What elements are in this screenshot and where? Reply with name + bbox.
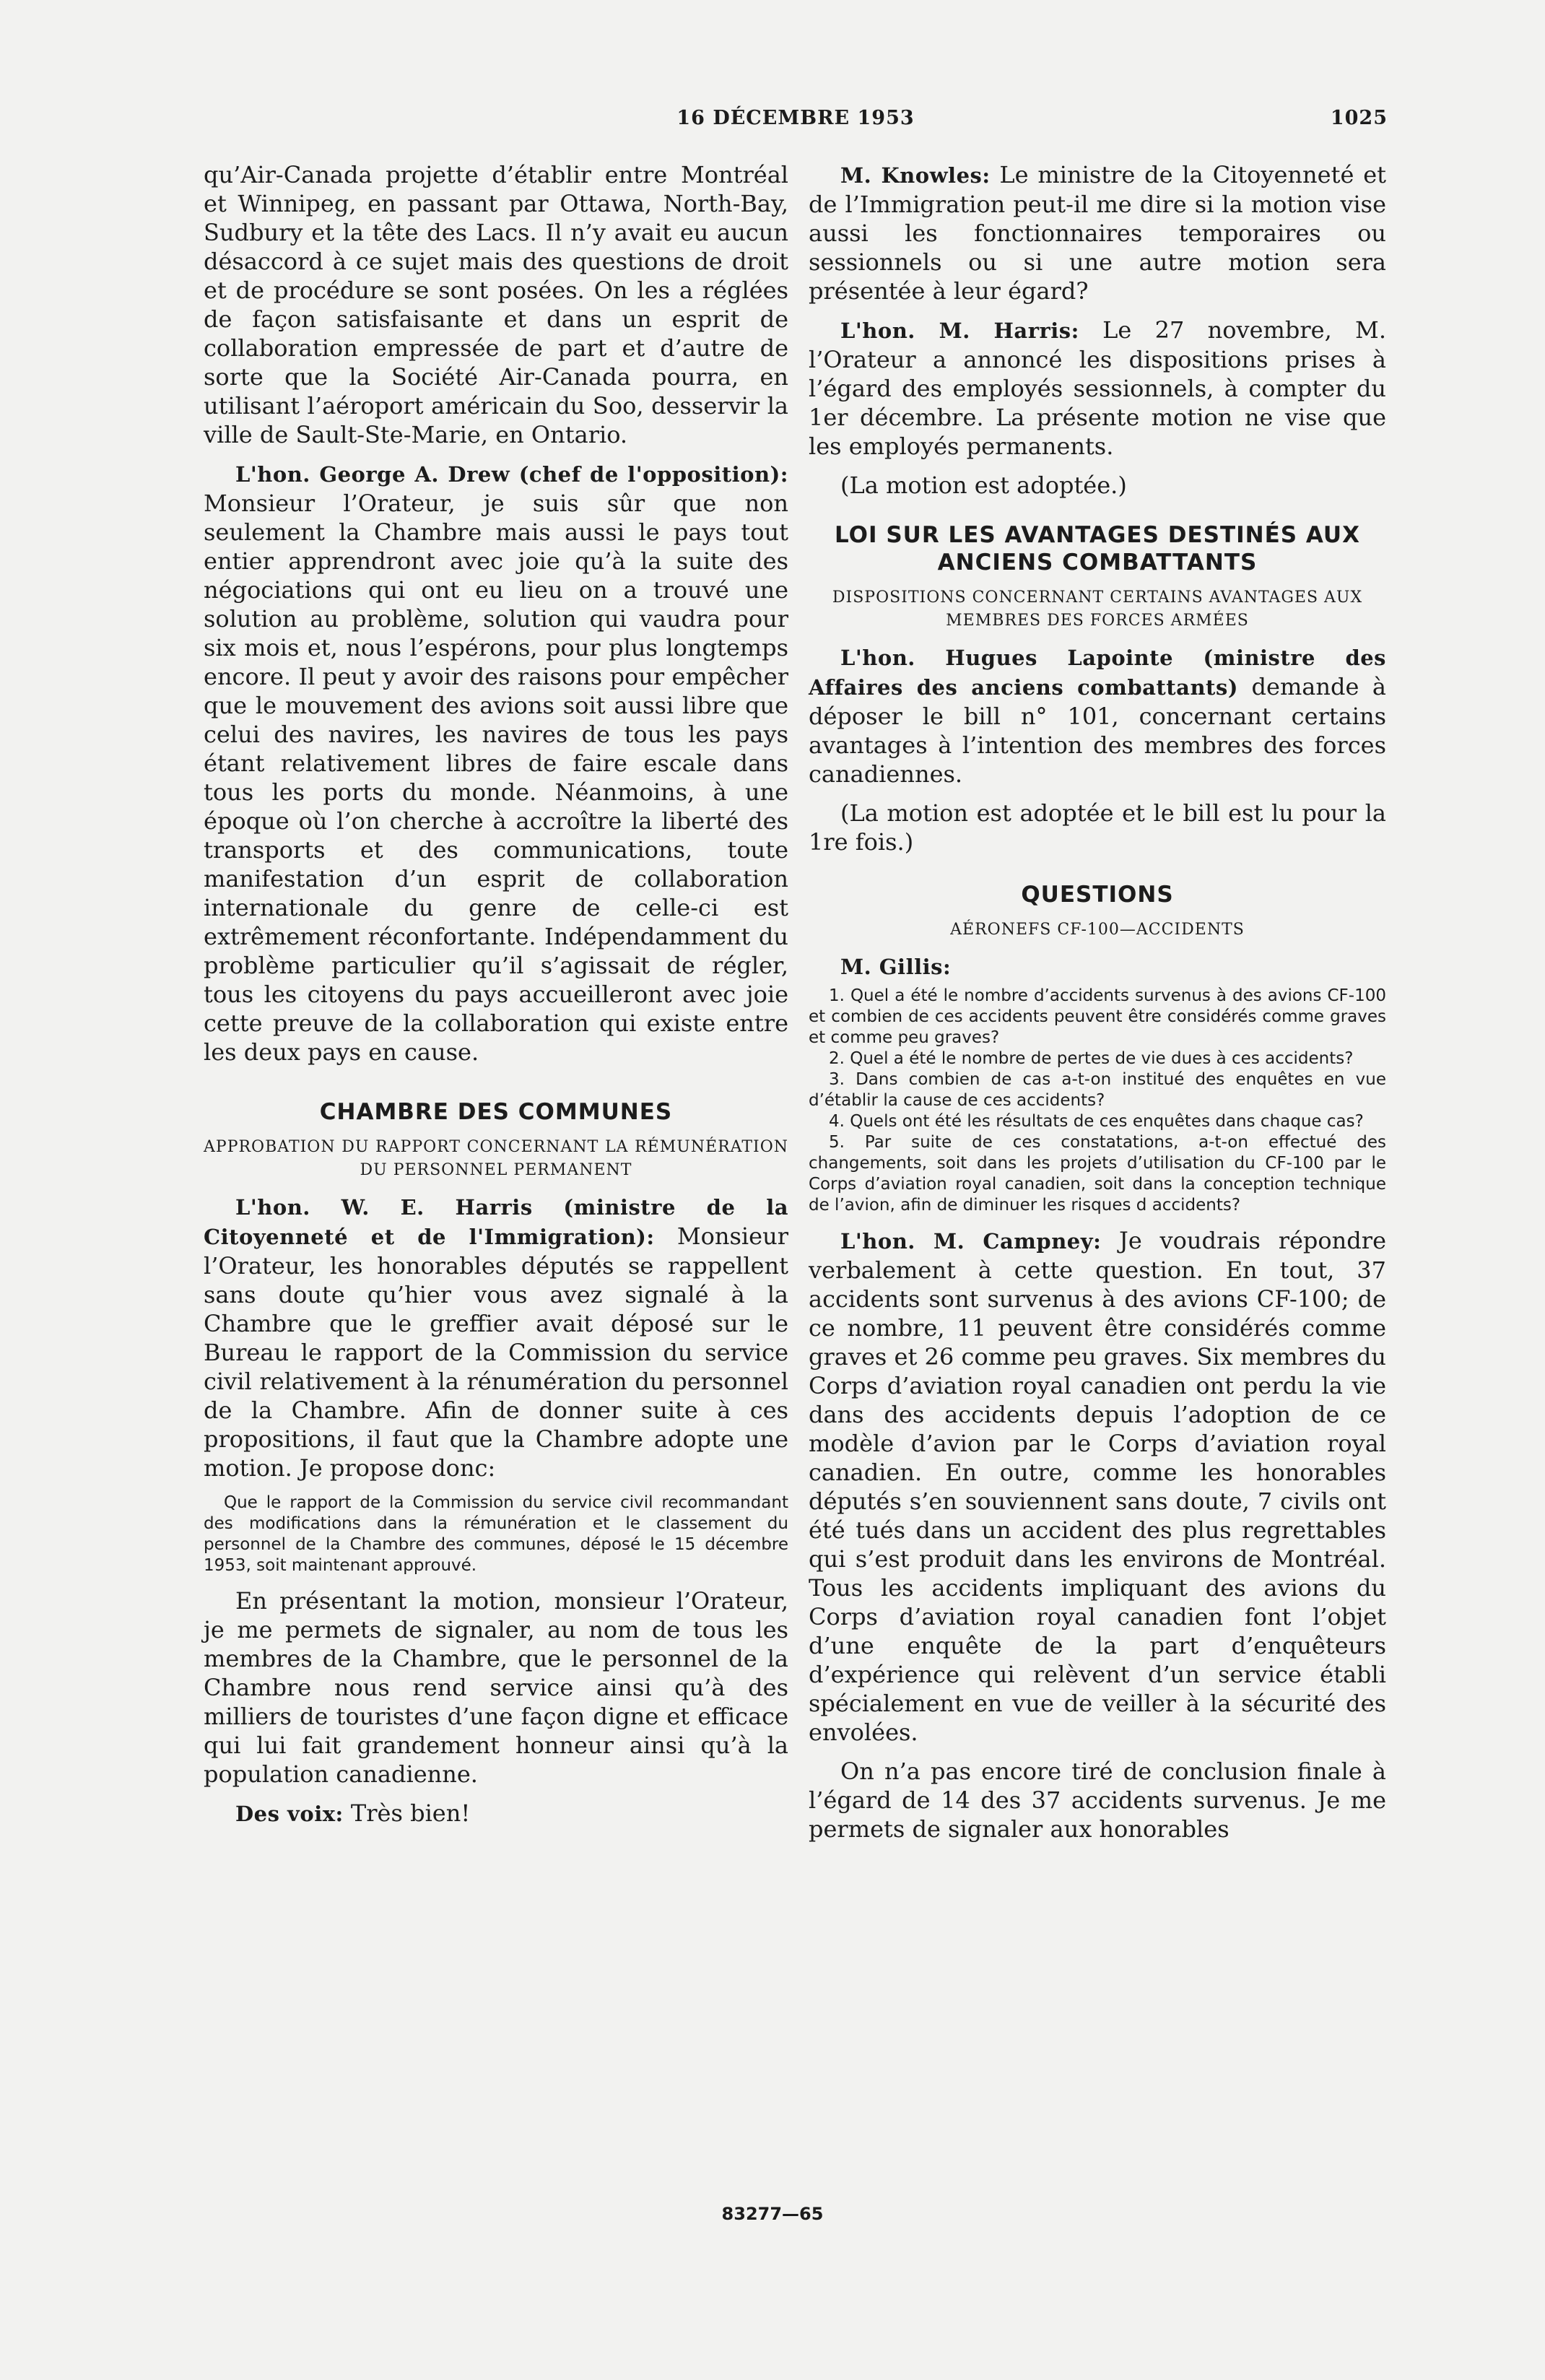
questions-list <box>809 986 1386 1216</box>
speaker-name: L'hon. M. Campney: <box>840 1229 1102 1254</box>
speech-text: Monsieur l’Orateur, les honorables députés se rappellent sans doute qu’hier vous avez signalé à la Chambre que le greffier avait déposé sur le Bureau le rapport de la Commission du service civil relativement à la rénumération du personnel de la Chambre. Afin de donner suite à ces propositions, il faut que la Chambre adopte une motion. Je propose donc: <box>204 1222 788 1482</box>
header-date: 16 DÉCEMBRE 1953 <box>676 107 915 129</box>
speech-text: demande à déposer le bill n° 101, concernant certains avantages à l’intention des membres des forces canadiennes. <box>809 673 1387 788</box>
speaker-name: L'hon. Hugues Lapointe (ministre des Affaires des anciens combattants) <box>809 646 1386 700</box>
paragraph <box>809 316 1386 461</box>
speaker-name: M. Knowles: <box>840 163 991 188</box>
motion-paragraph: Que le rapport de la Commission du service civil recommandant des modifications dans la rémunération et le classement du personnel de la Chambre des communes, déposé le 15 décembre 1953, soit maintenant approuvé. <box>204 1493 788 1575</box>
section-title: LOI SUR LES AVANTAGES DESTINÉS AUX ANCIENS COMBATTANTS <box>835 522 1360 576</box>
paragraph <box>204 459 788 1067</box>
questions-title: QUESTIONS <box>1021 882 1174 908</box>
section-subtitle: DISPOSITIONS CONCERNANT CERTAINS AVANTAGES AUX MEMBRES DES FORCES ARMÉES <box>832 589 1363 630</box>
section-subtitle: APPROBATION DU RAPPORT CONCERNANT LA RÉMUNÉRATION DU PERSONNEL PERMANENT <box>204 1138 788 1179</box>
paragraph: En présentant la motion, monsieur l’Orateur, je me permets de signaler, au nom de tous les membres de la Chambre, que le personnel de la Chambre nous rend service ainsi qu’à des milliers de touristes d’une façon digne et efficace qui lui fait grandement honneur ainsi qu’à la population canadienne. <box>204 1587 788 1788</box>
paragraph <box>809 643 1386 789</box>
question-item: 3. Dans combien de cas a-t-on institué des enquêtes en vue d’établir la cause de ces accidents? <box>809 1070 1386 1110</box>
paragraph: On n’a pas encore tiré de conclusion finale à l’égard de 14 des 37 accidents survenus. Je me permets de signaler aux honorables <box>809 1758 1386 1843</box>
page-header <box>204 107 1388 136</box>
speech-text: Le ministre de la Citoyenneté et de l’Immigration peut-il me dire si la motion vise aussi les fonctionnaires temporaires ou sessionnels ou si une autre motion sera présentée à leur égard? <box>809 161 1387 305</box>
paragraph: qu’Air-Canada projette d’établir entre Montréal et Winnipeg, en passant par Ottawa, North-Bay, Sudbury et la tête des Lacs. Il n’y avait eu aucun désaccord à ce sujet mais des questions de droit et de procédure se sont posées. On les a réglées de façon satisfaisante et dans un esprit de collaboration empressée de part et d’autre de sorte que la Société Air-Canada pourra, en utilisant l’aéroport américain du Soo, desservir la ville de Sault-Ste-Marie, en Ontario. <box>204 161 788 448</box>
motion-result: (La motion est adoptée.) <box>840 472 1127 499</box>
page-number: 1025 <box>1330 107 1388 129</box>
speaker-name: L'hon. M. Harris: <box>840 318 1079 343</box>
question-item: 2. Quel a été le nombre de pertes de vie dues à ces accidents? <box>829 1049 1354 1068</box>
paragraph <box>809 160 1386 305</box>
right-column <box>809 160 1386 1843</box>
questions-subtitle: AÉRONEFS CF-100—ACCIDENTS <box>950 921 1245 939</box>
speaker-name: Des voix: <box>235 1802 344 1826</box>
motion-text <box>204 1493 788 1576</box>
speaker-name: L'hon. W. E. Harris (ministre de la Citoyenneté et de l'Immigration): <box>204 1195 788 1249</box>
question-item: 5. Par suite de ces constatations, a-t-on effectué des changements, soit dans les projets d’utilisation du CF-100 par le Corps d’aviation royal canadien, soit dans la conception technique de l’avion, afin de diminuer les risques d accidents? <box>809 1133 1386 1215</box>
speech-text: Le 27 novembre, M. l’Orateur a annoncé les dispositions prises à l’égard des employés sessionnels, à compter du 1er décembre. La présente motion ne vise que les employés permanents. <box>809 316 1386 460</box>
section-title: CHAMBRE DES COMMUNES <box>319 1099 673 1125</box>
paragraph <box>204 1192 788 1482</box>
bill-result: (La motion est adoptée et le bill est lu pour la 1re fois.) <box>809 799 1386 856</box>
question-item: 4. Quels ont été les résultats de ces enquêtes dans chaque cas? <box>829 1112 1364 1131</box>
question-item: 1. Quel a été le nombre d’accidents survenus à des avions CF-100 et combien de ces accidents peuvent être considérés comme graves et comme peu graves? <box>809 986 1386 1047</box>
paragraph <box>204 1799 788 1828</box>
speaker-name: L'hon. George A. Drew (chef de l'opposition): <box>235 462 788 487</box>
paragraph <box>809 1226 1386 1747</box>
speech-text: Je voudrais répondre verbalement à cette question. En tout, 37 accidents sont survenus à des avions CF-100; de ce nombre, 11 peuvent être considérés comme graves et 26 comme peu graves. Six membres du Corps d’aviation royal canadien ont perdu la vie dans des accidents depuis l’adoption de ce modèle d’avion par le Corps d’aviation royal canadien. En outre, comme les honorables députés s’en souviennent sans doute, 7 civils ont été tués dans un accident des plus regrettables qui s’est produit dans les environs de Montréal. Tous les accidents impliquant des avions du Corps d’aviation royal canadien font l’objet d’une enquête de la part d’enquêteurs d’expérience qui relèvent d’un service établi spécialement en vue de veiller à la sécurité des envolées. <box>809 1227 1386 1746</box>
speaker-name: M. Gillis: <box>840 955 952 979</box>
speech-text: Très bien! <box>343 1799 471 1827</box>
page-footer: 83277—65 <box>721 2204 824 2224</box>
paragraph <box>809 952 1386 981</box>
speech-text: Monsieur l’Orateur, je suis sûr que non seulement la Chambre mais aussi le pays tout entier apprendront avec joie qu’à la suite des négociations qui ont eu lieu on a trouvé une solution au problème, solution qui vaudra pour six mois et, nous l’espérons, pour plus longtemps encore. Il peut y avoir des raisons pour empêcher que le mouvement des avions soit aussi libre que celui des navires, les navires de tous les pays étant relativement libres de faire escale dans tous les ports du monde. Néanmoins, à une époque où l’on cherche à accroître la liberté des transports et des communications, toute manifestation d’un esprit de collaboration internationale du genre de celle-ci est extrêmement réconfortante. Indépendamment du problème particulier qu’il s’agissait de régler, tous les citoyens du pays accueilleront avec joie cette preuve de la collaboration qui existe entre les deux pays en cause. <box>204 490 788 1066</box>
left-column <box>204 160 788 1828</box>
